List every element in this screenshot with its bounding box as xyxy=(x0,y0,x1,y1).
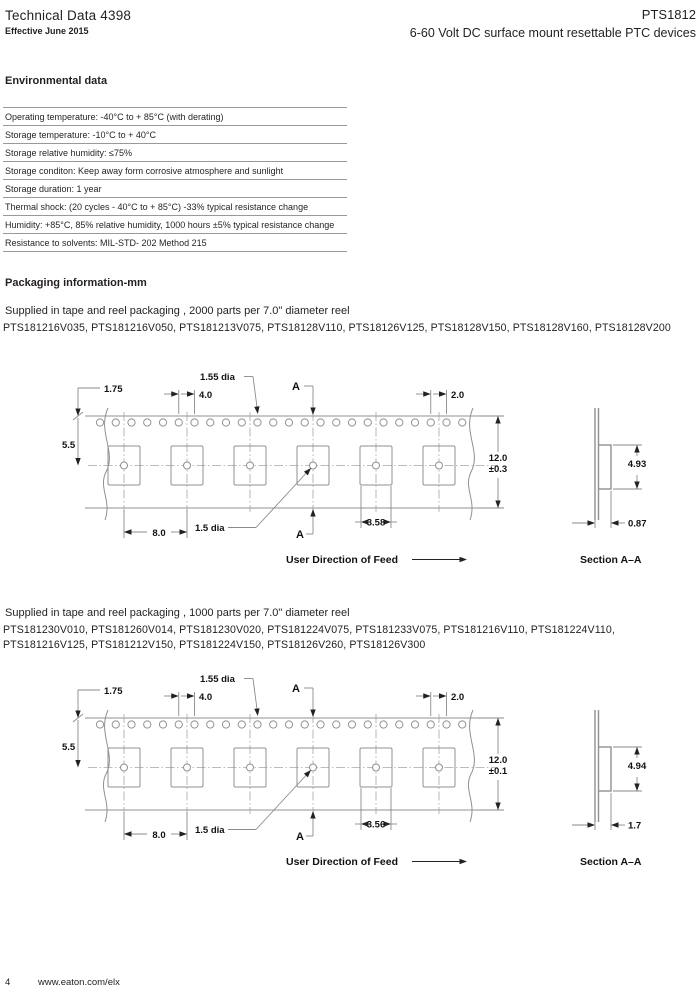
page-subtitle: 6-60 Volt DC surface mount resettable PTC devices xyxy=(409,26,696,40)
dim-label-section-height: 4.93 xyxy=(627,459,647,470)
tape-reel-drawing-2000 xyxy=(60,368,700,580)
section-mark-top: A xyxy=(292,381,300,393)
dim-label-pocket-pitch: 8.0 xyxy=(152,528,166,539)
dim-label-tape-width-tol: ±0.3 xyxy=(488,464,508,475)
dim-label-center-hole-dia: 1.5 dia xyxy=(195,523,225,534)
table-row: Storage relative humidity: ≤75% xyxy=(3,143,347,161)
effective-date: Effective June 2015 xyxy=(5,26,89,36)
product-name: PTS1812 xyxy=(641,7,696,22)
table-row: Storage conditon: Keep away form corrosive atmosphere and sunlight xyxy=(3,161,347,179)
dim-label-pocket-width: 3.56 xyxy=(366,819,386,831)
packaging-heading: Packaging information-mm xyxy=(5,277,147,289)
dim-label-tape-width: 12.0 xyxy=(488,755,508,766)
table-row: Storage duration: 1 year xyxy=(3,179,347,197)
dim-label-hole-dia: 1.55 dia xyxy=(200,674,235,685)
dim-label-edge-to-center: 5.5 xyxy=(62,742,76,753)
footer-url: www.eaton.com/elx xyxy=(38,977,120,988)
section-title: Section A–A xyxy=(580,856,642,868)
section-mark-top: A xyxy=(292,683,300,695)
dim-label-center-hole-dia: 1.5 dia xyxy=(195,825,225,836)
section-mark-bottom: A xyxy=(296,529,304,541)
environmental-heading: Environmental data xyxy=(5,75,108,87)
table-row: Humidity: +85°C, 85% relative humidity, 1000 hours ±5% typical resistance change xyxy=(3,215,347,233)
dimensions xyxy=(62,674,508,868)
dim-label-section-depth: 0.87 xyxy=(628,518,647,530)
pockets xyxy=(88,714,498,814)
feed-direction-label: User Direction of Feed xyxy=(286,554,399,566)
dim-label-hole-pitch: 4.0 xyxy=(199,692,213,703)
dim-label-edge-to-hole: 1.75 xyxy=(104,686,123,697)
part-numbers-1000-line1: PTS181230V010, PTS181260V014, PTS181230V020, PTS181224V075, PTS181233V075, PTS181216V110, PTS181224V110, xyxy=(3,624,615,636)
dim-label-pocket-pitch: 8.0 xyxy=(152,830,166,841)
dim-label-section-height: 4.94 xyxy=(627,761,647,772)
table-row: Resistance to solvents: MIL-STD- 202 Method 215 xyxy=(3,233,347,251)
supplied-text-1000: Supplied in tape and reel packaging , 1000 parts per 7.0" diameter reel xyxy=(5,607,350,619)
table-row: Operating temperature: -40°C to + 85°C (with derating) xyxy=(3,107,347,125)
part-numbers-1000-line2: PTS181216V125, PTS181212V150, PTS181224V150, PTS18126V260, PTS18126V300 xyxy=(3,639,426,651)
dim-label-tape-width: 12.0 xyxy=(488,453,508,464)
dim-label-pocket-width: 3.58 xyxy=(366,517,386,529)
feed-direction-label: User Direction of Feed xyxy=(286,856,399,868)
table-row: Thermal shock: (20 cycles - 40°C to + 85°C) -33% typical resistance change xyxy=(3,197,347,215)
supplied-text-2000: Supplied in tape and reel packaging , 2000 parts per 7.0" diameter reel xyxy=(5,305,350,317)
section-title: Section A–A xyxy=(580,554,642,566)
dim-label-end-dim: 2.0 xyxy=(451,390,465,401)
section-view xyxy=(572,710,647,868)
page-number: 4 xyxy=(5,977,11,988)
part-numbers-2000: PTS181216V035, PTS181216V050, PTS181213V075, PTS18128V110, PTS18126V125, PTS18128V150, PTS18128V160, PTS18128V200 xyxy=(3,322,671,334)
header-right xyxy=(410,7,696,40)
header-left xyxy=(5,8,131,36)
sprocket-holes xyxy=(96,721,465,728)
dim-label-hole-pitch: 4.0 xyxy=(199,390,213,401)
sprocket-holes xyxy=(96,419,465,426)
environmental-table xyxy=(3,107,347,252)
dim-label-edge-to-center: 5.5 xyxy=(62,440,76,451)
section-view xyxy=(572,408,647,566)
dim-label-edge-to-hole: 1.75 xyxy=(104,384,123,395)
dim-label-section-depth: 1.7 xyxy=(628,820,642,832)
doc-title: Technical Data 4398 xyxy=(5,8,132,23)
section-mark-bottom: A xyxy=(296,831,304,843)
table-row: Storage temperature: -10°C to + 40°C xyxy=(3,125,347,143)
tape-reel-drawing-1000 xyxy=(60,670,700,882)
dim-label-hole-dia: 1.55 dia xyxy=(200,372,235,383)
dim-label-tape-width-tol: ±0.1 xyxy=(488,766,508,777)
dim-label-end-dim: 2.0 xyxy=(451,692,465,703)
pockets xyxy=(88,412,498,512)
